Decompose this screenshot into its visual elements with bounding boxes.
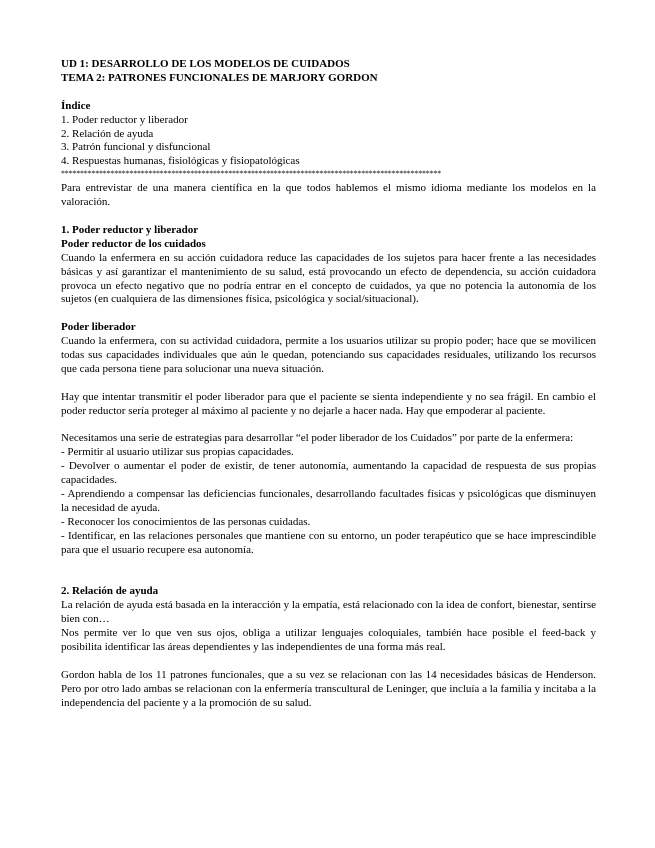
section1-heading: 1. Poder reductor y liberador [61,223,199,236]
strategy-item: - Permitir al usuario utilizar sus propias capacidades. [61,446,294,459]
section2-paragraph2: Nos permite ver lo que ven sus ojos, obliga a utilizar lenguajes coloquiales, también hace posible el feed-back y posibilita identificar las áreas dependientes y las independientes de una forma más real. [61,627,596,654]
spacer [61,655,596,669]
spacer [61,419,596,433]
strategies-list [61,446,596,557]
strategy-item: - Identificar, en las relaciones personales que mantiene con su entorno, un poder terapéutico que se hace imprescindible para que el usuario recupere esa autonomía. [61,529,596,556]
section2-heading: 2. Relación de ayuda [61,585,159,598]
index-heading: Índice [61,99,91,112]
document-page [61,58,596,711]
section2-paragraph3: Gordon habla de los 11 patrones funcionales, que a su vez se relacionan con las 14 necesidades básicas de Henderson. Pero por otro lado ambas se relacionan con la enfermería transcultural de Leninger, que incluía a la familia y incitaba a la independencia del paciente y a la promoción de su salud. [61,668,596,709]
spacer [61,307,596,321]
section1-paragraph4: Necesitamos una serie de estrategias para desarrollar “el poder liberador de los Cuidados” por parte de la enfermera: [61,432,574,445]
strategy-item: - Devolver o aumentar el poder de existir, de tener autonomía, aumentando la capacidad de respuesta de sus propias capacidades. [61,460,596,487]
strategy-item: - Reconocer los conocimientos de las personas cuidadas. [61,515,311,528]
section1-sub2-text: Cuando la enfermera, con su actividad cuidadora, permite a los usuarios utilizar su propio poder; hace que se movilicen todas sus capacidades individuales que aún le quedan, potenciando sus capacidades residuales, utilizando los recursos que cada persona tiene para solucionar una nueva situación. [61,335,596,375]
document-title-line1: UD 1: DESARROLLO DE LOS MODELOS DE CUIDADOS [61,58,350,70]
section1-sub1-text: Cuando la enfermera en su acción cuidadora reduce las capacidades de los sujetos para hacer frente a las necesidades básicas y así garantizar el mantenimiento de su salud, está provocando un efecto de dependencia, su acción cuidadora provoca un efecto negativo que no podría entrar en el concepto de cuidados, ya que no potencia la autonomía de los sujetos (en cualquiera de las dimensiones física, psicológica y social/situacional). [61,251,596,306]
section1-paragraph3: Hay que intentar transmitir el poder liberador para que el paciente se sienta independiente y no sea frágil. En cambio el poder reductor sería proteger al máximo al paciente y no dejarle a hacer nada. Hay que empoderar al paciente. [61,390,596,417]
spacer [61,86,596,100]
strategy-item: - Aprendiendo a compensar las deficiencias funcionales, desarrollando facultades físicas y psicológicas que disminuyen la necesidad de ayuda. [61,488,596,515]
document-title-line2: TEMA 2: PATRONES FUNCIONALES DE MARJORY GORDON [61,71,378,84]
index-item: 2. Relación de ayuda [61,127,154,140]
section2-paragraph1: La relación de ayuda está basada en la interacción y la empatía, está relacionado con la idea de confort, bienestar, sentirse bien con… [61,599,596,626]
spacer [61,377,596,391]
spacer [61,558,596,586]
index-item: 1. Poder reductor y liberador [61,113,188,126]
section1-sub1-heading: Poder reductor de los cuidados [61,237,206,250]
index-item: 3. Patrón funcional y disfuncional [61,141,211,154]
asterisk-separator: **************************************************************************************************** [61,170,442,178]
index-list [61,114,596,170]
index-item: 4. Respuestas humanas, fisiológicas y fisiopatológicas [61,155,300,168]
intro-paragraph: Para entrevistar de una manera científica en la que todos hablemos el mismo idioma mediante los modelos en la valoración. [61,182,596,209]
section1-sub2-heading: Poder liberador [61,321,136,334]
spacer [61,210,596,224]
